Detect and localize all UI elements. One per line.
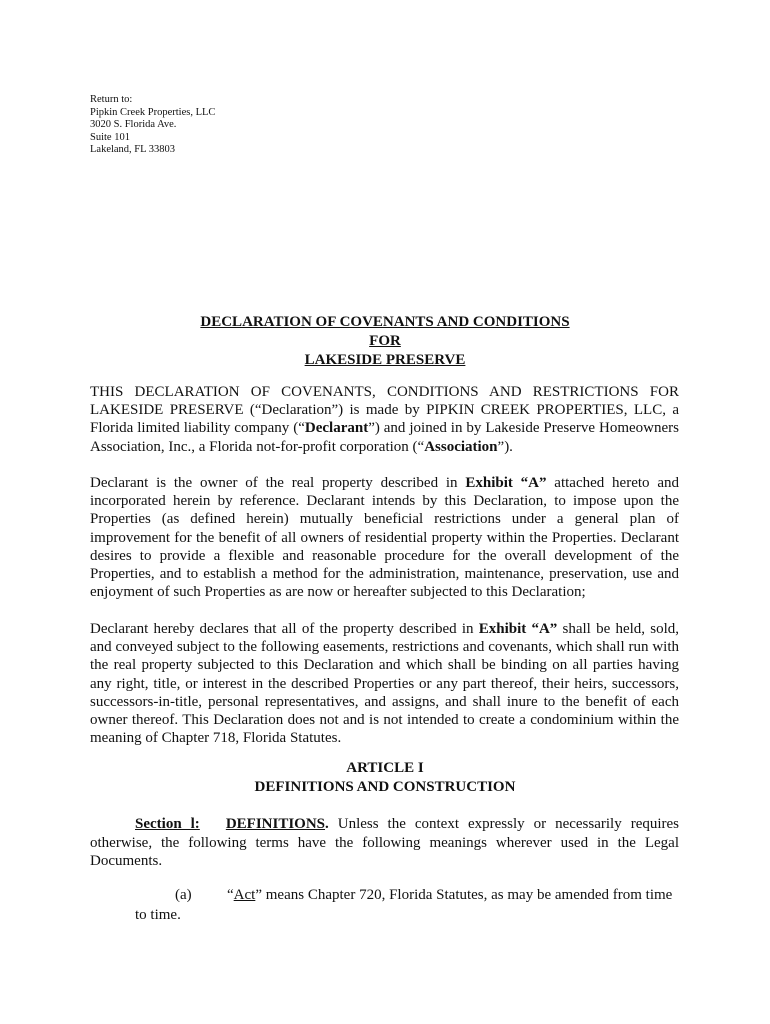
- exhibit-a-reference-2: Exhibit “A”: [478, 621, 558, 637]
- title-line-1: DECLARATION OF COVENANTS AND CONDITIONS: [200, 314, 570, 330]
- return-suite: Suite 101: [90, 131, 130, 143]
- title-line-2: FOR: [369, 333, 401, 349]
- intro-text-3: ”).: [497, 438, 513, 455]
- association-term: Association: [424, 438, 498, 455]
- section-1-title: DEFINITIONS: [225, 816, 326, 832]
- return-company-name: Pipkin Creek Properties, LLC: [90, 106, 216, 118]
- owner-text: Declarant is the owner of the real property described in: [90, 475, 466, 491]
- document-title: [0, 313, 770, 370]
- item-a-marker: (a): [175, 887, 192, 903]
- article-title: DEFINITIONS AND CONSTRUCTION: [254, 779, 516, 795]
- item-a-close-quote: ”: [255, 887, 263, 903]
- declarant-term: Declarant: [304, 420, 369, 437]
- article-number: ARTICLE I: [346, 760, 424, 776]
- return-address-block: [90, 94, 215, 157]
- intro-paragraph: [90, 383, 679, 456]
- section-1-title-punct: .: [325, 816, 329, 832]
- intro-text-2: ”) and joined in by Lakeside Preserve Homeowners Association, Inc., a Florida not-for-profit corporation (“: [90, 420, 679, 455]
- item-a-open-quote: “: [227, 887, 234, 903]
- section-1-label: Section l:: [135, 816, 200, 832]
- owner-paragraph: [90, 474, 679, 601]
- section-1-paragraph: [90, 815, 679, 871]
- return-street: 3020 S. Florida Ave.: [90, 119, 177, 130]
- exhibit-a-reference: Exhibit “A”: [465, 475, 547, 491]
- declaration-text-2: shall be held, sold, and conveyed subject to the following easements, restrictions and covenants, which shall run with the real property subjected to this Declaration and which shall be binding on all parties having any right, title, or interest in the described Properties or any part thereof, their heirs, successors, successors-in-title, personal representatives, and assigns, and shall inure to the benefit of each owner thereof. This Declaration does not and is not intended to create a condominium within the meaning of Chapter 718, Florida Statutes.: [90, 621, 679, 747]
- declaration-text: Declarant hereby declares that all of the property described in: [90, 621, 479, 637]
- item-a-term: Act: [233, 887, 256, 903]
- owner-text-2: attached hereto and incorporated herein by reference. Declarant intends by this Declaration, to impose upon the Properties (as defined herein) mutually beneficial restrictions under a general plan of improvement for the benefit of all owners of residential property within the Properties. Declarant desires to provide a flexible and reasonable procedure for the overall development of the Properties, and to establish a method for the administration, maintenance, preservation, use and enjoyment of such Properties as are now or hereafter subjected to this Declaration;: [90, 475, 679, 601]
- item-a-line-2: to time.: [135, 907, 181, 923]
- intro-text: THIS DECLARATION OF COVENANTS, CONDITIONS AND RESTRICTIONS FOR LAKESIDE PRESERVE (“Declaration”) is made by PIPKIN CREEK PROPERTIES, LLC, a Florida limited liability company (“: [90, 384, 679, 437]
- item-a-text: means Chapter 720, Florida Statutes, as may be amended from time: [262, 887, 673, 903]
- section-1-text: Unless the context expressly or necessarily requires otherwise, the following terms have the following meanings wherever used in the Legal Documents.: [90, 816, 680, 869]
- declaration-paragraph: [90, 620, 679, 747]
- return-city: Lakeland, FL 33803: [90, 144, 176, 155]
- item-a-line-1: [227, 886, 672, 905]
- return-to-label: Return to:: [90, 94, 133, 105]
- article-heading: [0, 759, 770, 797]
- title-line-3: LAKESIDE PRESERVE: [304, 352, 466, 368]
